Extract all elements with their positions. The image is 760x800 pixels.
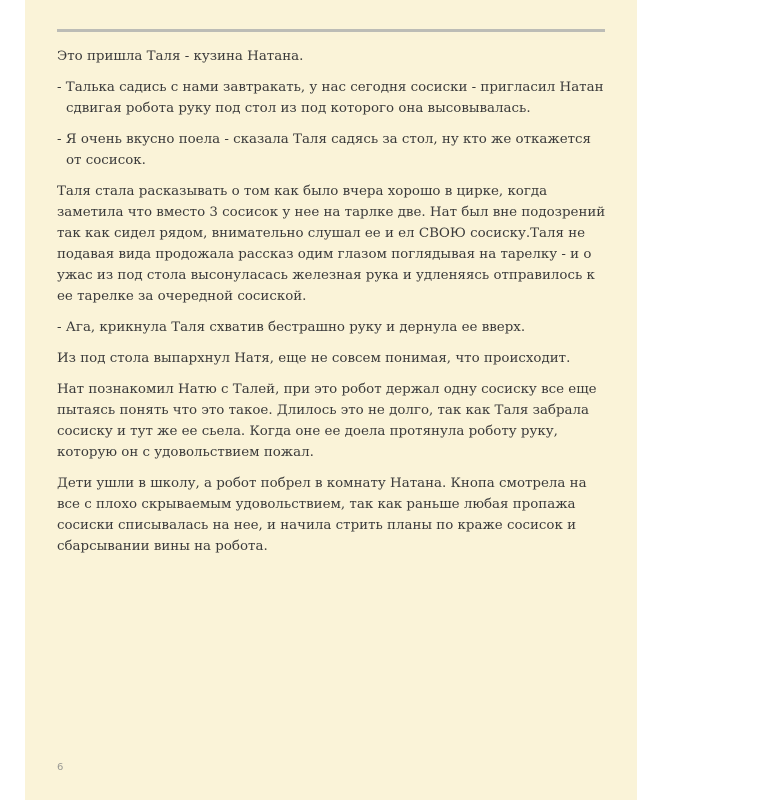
paragraph: Из под стола выпархнул Натя, еще не совсем понимая, что происходит. — [57, 351, 571, 366]
paragraph: Нат познакомил Натю с Талей, при это робот держал одну сосиску все еще пытаясь понять что это такое. Длилось это не долго, так как Таля забрала сосиску и тут же ее сьела. Когда оне ее доела протянула роботу руку, которую он с удовольствием пожал. — [57, 382, 597, 460]
document-page — [25, 0, 637, 800]
body-text — [57, 46, 609, 567]
dialogue-paragraph: - Я очень вкусно поела - сказала Таля садясь за стол, ну кто же откажется от сосисок. — [57, 132, 591, 168]
dialogue-paragraph: - Ага, крикнула Таля схватив бестрашно руку и дернула ее вверх. — [57, 320, 526, 335]
paragraph: Дети ушли в школу, а робот побрел в комнату Натана. Кнопа смотрела на все с плохо скрываемым удовольствием, так как раньше любая пропажа сосиски списывалась на нее, и начила стрить планы по краже сосисок и сбарсывании вины на робота. — [57, 476, 587, 554]
paragraph: Таля стала расказывать о том как было вчера хорошо в цирке, когда заметила что вместо 3 сосисок у нее на тарлке две. Нат был вне подозрений так как сидел рядом, внимательно слушал ее и ел СВОЮ сосиску.Таля не подавая вида продожала рассказ одим глазом поглядывая на тарелку - и о ужас из под стола высонуласась железная рука и удленяясь отправилось к ее тарелке за очередной сосиской. — [57, 184, 606, 304]
page-number: 6 — [57, 762, 64, 773]
top-divider — [57, 29, 605, 32]
paragraph: Это пришла Таля - кузина Натана. — [57, 49, 304, 64]
dialogue-paragraph: - Талька садись с нами завтракать, у нас сегодня сосиски - пригласил Натан сдвигая робота руку под стол из под которого она высовывалась. — [57, 80, 604, 116]
